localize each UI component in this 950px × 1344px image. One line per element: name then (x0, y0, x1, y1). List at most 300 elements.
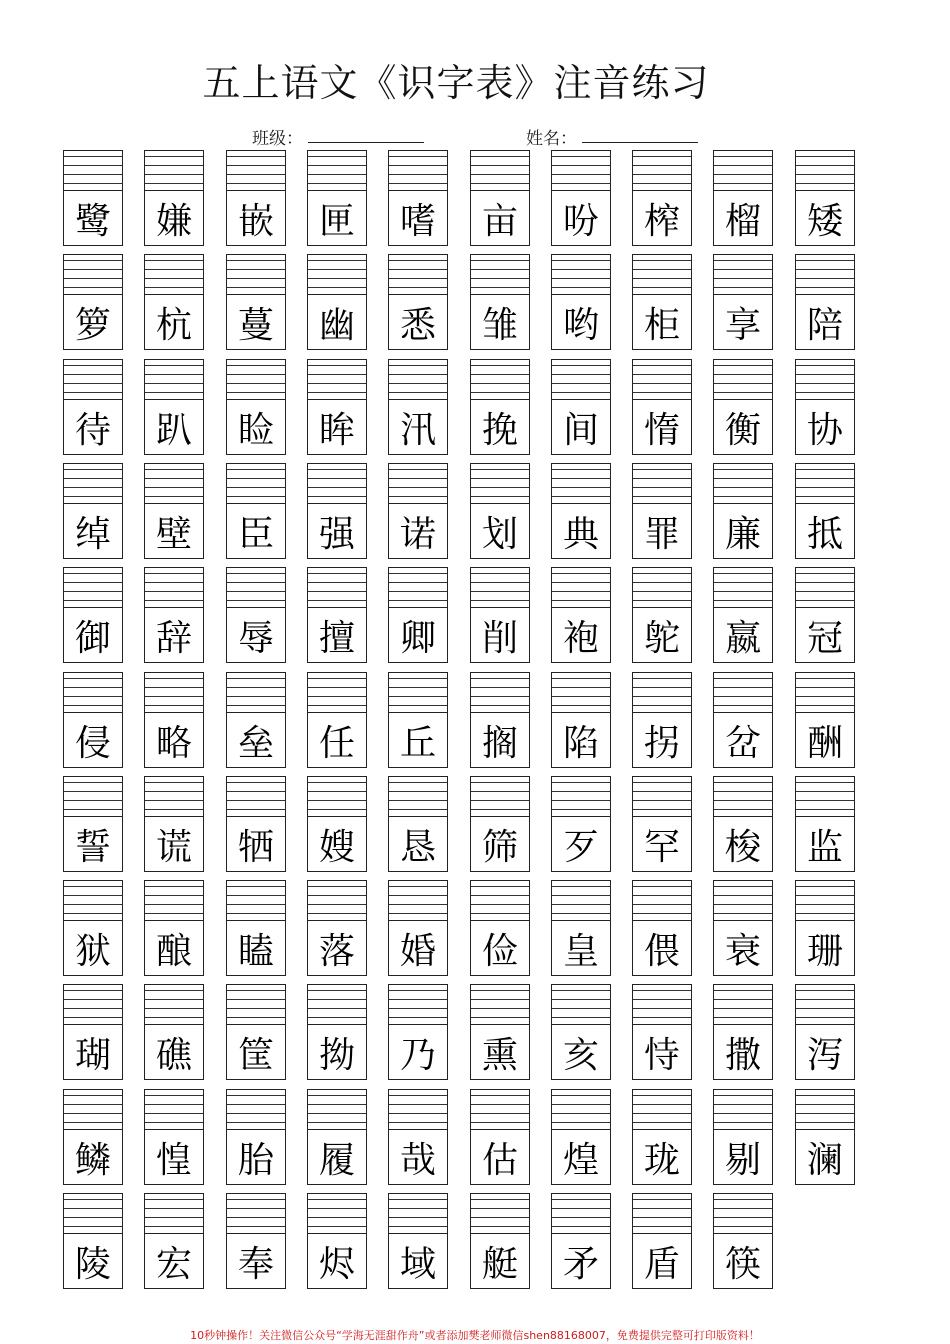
pinyin-writing-area[interactable] (471, 777, 529, 817)
pinyin-guide-line (552, 469, 610, 470)
pinyin-guide-line (308, 791, 366, 792)
pinyin-writing-area[interactable] (227, 255, 285, 295)
pinyin-writing-area[interactable] (308, 985, 366, 1025)
pinyin-guide-line (714, 496, 772, 497)
pinyin-writing-area[interactable] (145, 255, 203, 295)
pinyin-writing-area[interactable] (389, 464, 447, 504)
pinyin-guide-line (714, 591, 772, 592)
pinyin-writing-area[interactable] (64, 568, 122, 608)
pinyin-writing-area[interactable] (227, 360, 285, 400)
pinyin-writing-area[interactable] (389, 1090, 447, 1130)
pinyin-writing-area[interactable] (227, 985, 285, 1025)
pinyin-guide-line (389, 1226, 447, 1227)
hanzi-character: 监 (806, 826, 843, 868)
hanzi-character: 任 (318, 722, 355, 764)
pinyin-writing-area[interactable] (552, 1090, 610, 1130)
char-cell (470, 672, 530, 768)
pinyin-guide-line (308, 1217, 366, 1218)
pinyin-writing-area[interactable] (64, 777, 122, 817)
hanzi-character: 域 (399, 1243, 436, 1285)
pinyin-guide-line (389, 365, 447, 366)
pinyin-guide-line (633, 183, 691, 184)
pinyin-guide-line (308, 573, 366, 574)
pinyin-writing-area[interactable] (714, 464, 772, 504)
char-cell (63, 1193, 123, 1289)
pinyin-writing-area[interactable] (64, 360, 122, 400)
pinyin-writing-area[interactable] (552, 151, 610, 191)
hanzi-character: 壁 (155, 513, 192, 555)
pinyin-writing-area[interactable] (714, 673, 772, 713)
pinyin-writing-area[interactable] (389, 985, 447, 1025)
pinyin-guide-line (227, 904, 285, 905)
char-cell (144, 150, 204, 246)
pinyin-guide-line (796, 1017, 854, 1018)
hanzi-character: 臣 (237, 513, 274, 555)
pinyin-guide-line (796, 174, 854, 175)
pinyin-writing-area[interactable] (308, 568, 366, 608)
pinyin-guide-line (552, 1104, 610, 1105)
pinyin-writing-area[interactable] (64, 881, 122, 921)
pinyin-writing-area[interactable] (633, 985, 691, 1025)
pinyin-guide-line (389, 999, 447, 1000)
char-cell (388, 1089, 448, 1185)
char-cell (226, 463, 286, 559)
char-cell (144, 672, 204, 768)
pinyin-guide-line (633, 600, 691, 601)
pinyin-guide-line (796, 478, 854, 479)
pinyin-guide-line (145, 1113, 203, 1114)
pinyin-guide-line (64, 705, 122, 706)
pinyin-guide-line (796, 782, 854, 783)
pinyin-writing-area[interactable] (796, 673, 854, 713)
pinyin-guide-line (389, 496, 447, 497)
pinyin-guide-line (389, 156, 447, 157)
pinyin-guide-line (227, 374, 285, 375)
pinyin-guide-line (633, 705, 691, 706)
hanzi-character: 瑚 (74, 1034, 111, 1076)
pinyin-guide-line (389, 260, 447, 261)
pinyin-writing-area[interactable] (145, 151, 203, 191)
pinyin-guide-line (796, 791, 854, 792)
pinyin-writing-area[interactable] (471, 464, 529, 504)
pinyin-guide-line (714, 1226, 772, 1227)
pinyin-guide-line (308, 782, 366, 783)
pinyin-guide-line (796, 678, 854, 679)
pinyin-writing-area[interactable] (389, 881, 447, 921)
char-cell (388, 254, 448, 350)
hanzi-character: 榴 (724, 200, 761, 242)
hanzi-character: 罪 (643, 513, 680, 555)
pinyin-guide-line (714, 1208, 772, 1209)
pinyin-guide-line (796, 600, 854, 601)
pinyin-writing-area[interactable] (714, 151, 772, 191)
pinyin-guide-line (64, 696, 122, 697)
hanzi-character: 恳 (399, 826, 436, 868)
pinyin-guide-line (389, 269, 447, 270)
pinyin-guide-line (633, 374, 691, 375)
pinyin-guide-line (227, 1208, 285, 1209)
pinyin-writing-area[interactable] (796, 777, 854, 817)
pinyin-writing-area[interactable] (714, 1194, 772, 1234)
pinyin-guide-line (714, 1017, 772, 1018)
hanzi-character: 嬴 (724, 617, 761, 659)
pinyin-guide-line (796, 895, 854, 896)
hanzi-character: 雏 (481, 304, 518, 346)
pinyin-guide-line (227, 809, 285, 810)
pinyin-writing-area[interactable] (633, 673, 691, 713)
char-cell (388, 463, 448, 559)
pinyin-writing-area[interactable] (633, 360, 691, 400)
pinyin-writing-area[interactable] (714, 881, 772, 921)
pinyin-writing-area[interactable] (552, 360, 610, 400)
pinyin-guide-line (471, 999, 529, 1000)
hanzi-character: 亥 (562, 1034, 599, 1076)
pinyin-guide-line (714, 1199, 772, 1200)
pinyin-guide-line (308, 365, 366, 366)
pinyin-guide-line (227, 383, 285, 384)
pinyin-guide-line (389, 478, 447, 479)
char-cell (713, 672, 773, 768)
pinyin-writing-area[interactable] (714, 360, 772, 400)
pinyin-writing-area[interactable] (145, 464, 203, 504)
pinyin-writing-area[interactable] (389, 255, 447, 295)
pinyin-guide-line (552, 1113, 610, 1114)
pinyin-guide-line (64, 1226, 122, 1227)
hanzi-character: 岔 (724, 722, 761, 764)
pinyin-guide-line (552, 1226, 610, 1227)
pinyin-writing-area[interactable] (714, 255, 772, 295)
pinyin-writing-area[interactable] (796, 985, 854, 1025)
pinyin-guide-line (552, 895, 610, 896)
char-cell (226, 880, 286, 976)
page-title: 五上语文《识字表》注音练习 (202, 61, 710, 105)
hanzi-character: 擅 (318, 617, 355, 659)
hanzi-character: 搁 (481, 722, 518, 764)
pinyin-guide-line (64, 374, 122, 375)
char-cell (632, 254, 692, 350)
pinyin-writing-area[interactable] (633, 1194, 691, 1234)
pinyin-guide-line (714, 904, 772, 905)
pinyin-writing-area[interactable] (714, 985, 772, 1025)
pinyin-guide-line (633, 260, 691, 261)
pinyin-guide-line (389, 287, 447, 288)
pinyin-guide-line (308, 999, 366, 1000)
char-cell (795, 984, 855, 1080)
pinyin-writing-area[interactable] (471, 1090, 529, 1130)
pinyin-guide-line (227, 1199, 285, 1200)
pinyin-writing-area[interactable] (308, 151, 366, 191)
char-cell (713, 567, 773, 663)
pinyin-writing-area[interactable] (389, 568, 447, 608)
char-cell (795, 463, 855, 559)
pinyin-guide-line (389, 573, 447, 574)
pinyin-writing-area[interactable] (471, 360, 529, 400)
pinyin-writing-area[interactable] (308, 255, 366, 295)
pinyin-writing-area[interactable] (471, 255, 529, 295)
char-cell (713, 150, 773, 246)
pinyin-guide-line (471, 1122, 529, 1123)
pinyin-writing-area[interactable] (552, 464, 610, 504)
pinyin-guide-line (552, 990, 610, 991)
char-cell (388, 776, 448, 872)
pinyin-guide-line (389, 392, 447, 393)
pinyin-guide-line (552, 913, 610, 914)
hanzi-character: 拗 (318, 1034, 355, 1076)
char-cell (470, 1089, 530, 1185)
pinyin-guide-line (64, 782, 122, 783)
char-cell (63, 254, 123, 350)
pinyin-guide-line (471, 573, 529, 574)
hanzi-character: 履 (318, 1139, 355, 1181)
pinyin-writing-area[interactable] (471, 673, 529, 713)
pinyin-writing-area[interactable] (633, 777, 691, 817)
pinyin-guide-line (471, 469, 529, 470)
pinyin-writing-area[interactable] (552, 255, 610, 295)
pinyin-guide-line (308, 260, 366, 261)
pinyin-writing-area[interactable] (552, 881, 610, 921)
pinyin-guide-line (552, 287, 610, 288)
pinyin-writing-area[interactable] (796, 255, 854, 295)
hanzi-character: 礁 (155, 1034, 192, 1076)
pinyin-writing-area[interactable] (389, 673, 447, 713)
pinyin-guide-line (796, 809, 854, 810)
pinyin-writing-area[interactable] (389, 1194, 447, 1234)
hanzi-character: 誓 (74, 826, 111, 868)
pinyin-writing-area[interactable] (552, 985, 610, 1025)
char-cell (226, 984, 286, 1080)
pinyin-guide-line (64, 999, 122, 1000)
char-cell (632, 1089, 692, 1185)
pinyin-writing-area[interactable] (64, 464, 122, 504)
hanzi-character: 罕 (643, 826, 680, 868)
hanzi-character: 矮 (806, 200, 843, 242)
pinyin-writing-area[interactable] (471, 151, 529, 191)
pinyin-writing-area[interactable] (633, 881, 691, 921)
pinyin-writing-area[interactable] (145, 777, 203, 817)
pinyin-writing-area[interactable] (64, 151, 122, 191)
pinyin-writing-area[interactable] (796, 568, 854, 608)
char-cell (307, 880, 367, 976)
pinyin-writing-area[interactable] (552, 777, 610, 817)
pinyin-guide-line (308, 156, 366, 157)
pinyin-writing-area[interactable] (64, 255, 122, 295)
pinyin-guide-line (796, 269, 854, 270)
pinyin-guide-line (796, 687, 854, 688)
pinyin-writing-area[interactable] (145, 360, 203, 400)
pinyin-guide-line (64, 174, 122, 175)
pinyin-guide-line (389, 469, 447, 470)
pinyin-guide-line (471, 1199, 529, 1200)
pinyin-writing-area[interactable] (714, 1090, 772, 1130)
pinyin-guide-line (796, 800, 854, 801)
pinyin-writing-area[interactable] (389, 360, 447, 400)
pinyin-writing-area[interactable] (471, 985, 529, 1025)
pinyin-writing-area[interactable] (633, 255, 691, 295)
pinyin-writing-area[interactable] (308, 881, 366, 921)
pinyin-guide-line (633, 573, 691, 574)
char-cell (144, 776, 204, 872)
char-cell (307, 1193, 367, 1289)
pinyin-guide-line (471, 374, 529, 375)
pinyin-guide-line (308, 287, 366, 288)
pinyin-guide-line (145, 600, 203, 601)
pinyin-writing-area[interactable] (227, 881, 285, 921)
pinyin-guide-line (714, 165, 772, 166)
hanzi-character: 享 (724, 304, 761, 346)
hanzi-character: 冠 (806, 617, 843, 659)
pinyin-writing-area[interactable] (471, 568, 529, 608)
hanzi-character: 泻 (806, 1034, 843, 1076)
pinyin-guide-line (796, 913, 854, 914)
char-cell (226, 359, 286, 455)
hanzi-character: 鸵 (643, 617, 680, 659)
name-label: 姓名： (526, 129, 577, 149)
pinyin-writing-area[interactable] (145, 1194, 203, 1234)
pinyin-guide-line (145, 496, 203, 497)
pinyin-writing-area[interactable] (308, 360, 366, 400)
pinyin-writing-area[interactable] (145, 1090, 203, 1130)
pinyin-writing-area[interactable] (796, 360, 854, 400)
pinyin-writing-area[interactable] (227, 1090, 285, 1130)
pinyin-guide-line (552, 1095, 610, 1096)
pinyin-writing-area[interactable] (308, 673, 366, 713)
pinyin-writing-area[interactable] (308, 1090, 366, 1130)
pinyin-writing-area[interactable] (552, 1194, 610, 1234)
pinyin-writing-area[interactable] (308, 1194, 366, 1234)
pinyin-guide-line (389, 174, 447, 175)
hanzi-character: 梭 (724, 826, 761, 868)
pinyin-guide-line (308, 990, 366, 991)
pinyin-writing-area[interactable] (308, 777, 366, 817)
pinyin-guide-line (552, 696, 610, 697)
pinyin-writing-area[interactable] (796, 464, 854, 504)
pinyin-guide-line (227, 1113, 285, 1114)
pinyin-guide-line (64, 278, 122, 279)
pinyin-guide-line (389, 1104, 447, 1105)
pinyin-guide-line (308, 886, 366, 887)
pinyin-guide-line (145, 174, 203, 175)
hanzi-character: 牺 (237, 826, 274, 868)
hanzi-character: 嫌 (155, 200, 192, 242)
pinyin-guide-line (552, 478, 610, 479)
pinyin-writing-area[interactable] (389, 151, 447, 191)
pinyin-guide-line (796, 287, 854, 288)
pinyin-guide-line (308, 913, 366, 914)
pinyin-guide-line (471, 478, 529, 479)
pinyin-guide-line (796, 1113, 854, 1114)
pinyin-writing-area[interactable] (145, 568, 203, 608)
pinyin-writing-area[interactable] (552, 673, 610, 713)
pinyin-writing-area[interactable] (145, 985, 203, 1025)
pinyin-writing-area[interactable] (64, 1090, 122, 1130)
char-cell (307, 776, 367, 872)
pinyin-guide-line (552, 999, 610, 1000)
pinyin-guide-line (714, 260, 772, 261)
hanzi-character: 珊 (806, 930, 843, 972)
pinyin-writing-area[interactable] (552, 568, 610, 608)
pinyin-guide-line (633, 1208, 691, 1209)
pinyin-guide-line (389, 990, 447, 991)
pinyin-writing-area[interactable] (145, 673, 203, 713)
pinyin-writing-area[interactable] (64, 673, 122, 713)
pinyin-guide-line (227, 895, 285, 896)
pinyin-guide-line (389, 696, 447, 697)
pinyin-guide-line (308, 487, 366, 488)
pinyin-guide-line (796, 165, 854, 166)
pinyin-writing-area[interactable] (64, 1194, 122, 1234)
pinyin-writing-area[interactable] (227, 1194, 285, 1234)
pinyin-writing-area[interactable] (796, 151, 854, 191)
pinyin-writing-area[interactable] (471, 1194, 529, 1234)
pinyin-guide-line (796, 374, 854, 375)
pinyin-guide-line (308, 904, 366, 905)
pinyin-writing-area[interactable] (308, 464, 366, 504)
pinyin-guide-line (145, 687, 203, 688)
pinyin-writing-area[interactable] (633, 464, 691, 504)
pinyin-guide-line (308, 687, 366, 688)
hanzi-character: 撒 (724, 1034, 761, 1076)
pinyin-writing-area[interactable] (471, 881, 529, 921)
pinyin-guide-line (227, 886, 285, 887)
hanzi-character: 略 (155, 722, 192, 764)
pinyin-guide-line (64, 573, 122, 574)
pinyin-writing-area[interactable] (714, 777, 772, 817)
pinyin-guide-line (552, 791, 610, 792)
pinyin-guide-line (633, 478, 691, 479)
char-cell (388, 567, 448, 663)
pinyin-writing-area[interactable] (64, 985, 122, 1025)
pinyin-guide-line (471, 809, 529, 810)
pinyin-writing-area[interactable] (227, 464, 285, 504)
pinyin-writing-area[interactable] (714, 568, 772, 608)
pinyin-guide-line (227, 999, 285, 1000)
hanzi-character: 榨 (643, 200, 680, 242)
pinyin-writing-area[interactable] (796, 881, 854, 921)
pinyin-writing-area[interactable] (796, 1090, 854, 1130)
hanzi-character: 亩 (481, 200, 518, 242)
hanzi-character: 狱 (74, 930, 111, 972)
char-cell (63, 359, 123, 455)
pinyin-guide-line (308, 392, 366, 393)
pinyin-guide-line (796, 392, 854, 393)
char-cell (551, 463, 611, 559)
pinyin-guide-line (471, 705, 529, 706)
pinyin-guide-line (471, 1008, 529, 1009)
pinyin-guide-line (389, 1199, 447, 1200)
pinyin-guide-line (308, 1104, 366, 1105)
hanzi-character: 衰 (724, 930, 761, 972)
pinyin-guide-line (227, 478, 285, 479)
pinyin-writing-area[interactable] (633, 1090, 691, 1130)
pinyin-writing-area[interactable] (633, 568, 691, 608)
pinyin-writing-area[interactable] (227, 777, 285, 817)
pinyin-guide-line (714, 573, 772, 574)
pinyin-writing-area[interactable] (389, 777, 447, 817)
char-cell (713, 776, 773, 872)
pinyin-writing-area[interactable] (227, 151, 285, 191)
char-cell (632, 150, 692, 246)
pinyin-writing-area[interactable] (633, 151, 691, 191)
pinyin-writing-area[interactable] (145, 881, 203, 921)
pinyin-guide-line (552, 782, 610, 783)
pinyin-guide-line (64, 1104, 122, 1105)
pinyin-writing-area[interactable] (227, 568, 285, 608)
pinyin-writing-area[interactable] (227, 673, 285, 713)
pinyin-guide-line (389, 278, 447, 279)
pinyin-guide-line (714, 999, 772, 1000)
pinyin-guide-line (471, 1104, 529, 1105)
pinyin-guide-line (471, 696, 529, 697)
